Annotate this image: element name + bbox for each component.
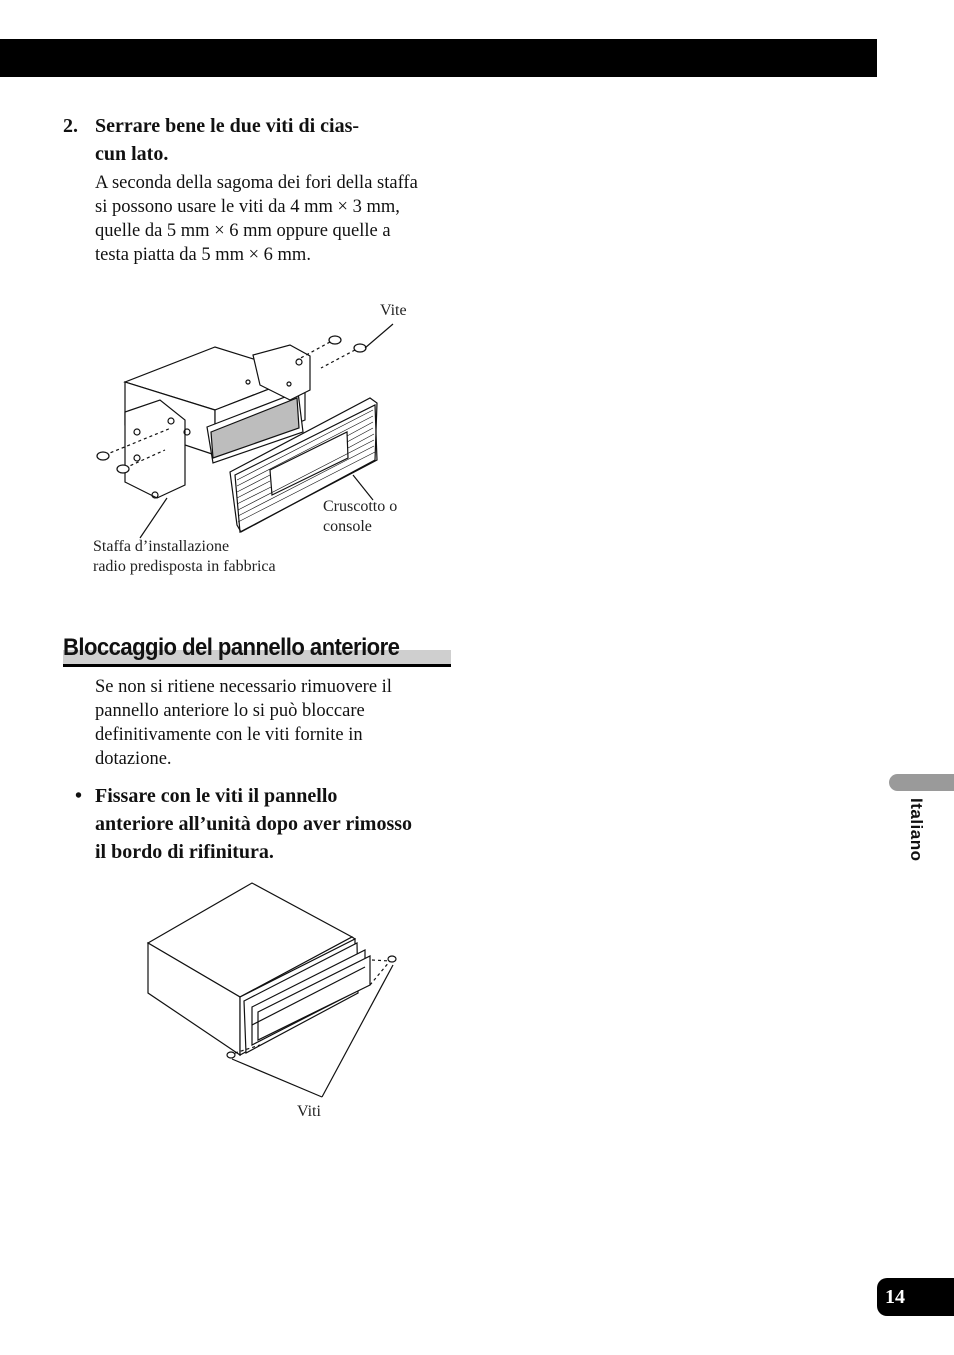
- section-heading: [63, 632, 451, 666]
- screw-leader-line: [365, 324, 393, 348]
- radio-unit: [148, 883, 370, 1055]
- dashboard-label: Cruscotto o console: [323, 498, 398, 535]
- bracket-leader-line: [140, 498, 167, 538]
- screws-leader-line: [232, 1059, 322, 1097]
- step-2-body: A seconda della sagoma dei fori della staffa si possono usare le viti da 4 mm × 3 mm, quelle da 5 mm × 6 mm oppure quelle a testa piatta da 5 mm × 6 mm.: [95, 173, 418, 265]
- section-body: Se non si ritiene necessario rimuovere il pannello anteriore lo si può bloccare definitivamente con le viti fornite in dotazione.: [95, 677, 392, 769]
- bracket-label: Staffa d’installazione radio predisposta in fabbrica: [93, 538, 276, 575]
- step-number: 2.: [63, 115, 78, 137]
- screws-label: Viti: [297, 1103, 321, 1120]
- front-panel-screws-diagram: [140, 875, 410, 1105]
- language-tab: [889, 774, 954, 791]
- language-label: Italiano: [907, 798, 926, 862]
- header-bar: [0, 39, 877, 77]
- page-number: 14: [877, 1278, 954, 1316]
- bullet-symbol: •: [75, 785, 83, 807]
- screw-label: Vite: [380, 302, 407, 319]
- step-heading-text: Serrare bene le due viti di cias- cun lato.: [95, 115, 360, 165]
- bullet-text: Fissare con le viti il pannello anteriore all’unità dopo aver rimosso il bordo di rifinitura.: [95, 785, 413, 863]
- section-title: Bloccaggio del pannello anteriore: [63, 634, 400, 661]
